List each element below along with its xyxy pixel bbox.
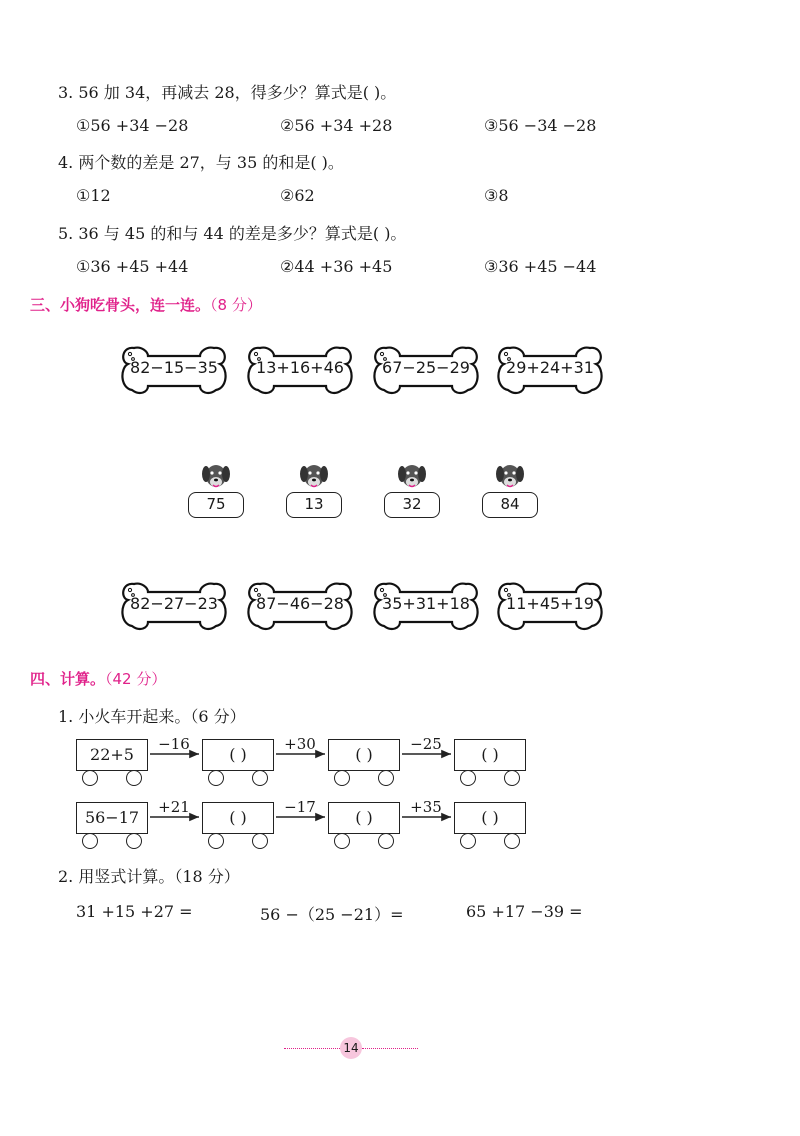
- answer-blank[interactable]: ( ): [202, 739, 274, 771]
- question-3-stem: 3. 56 加 34，再减去 28，得多少？算式是( )。: [58, 83, 397, 102]
- wheel-icon: [334, 770, 350, 786]
- wheel-icon: [460, 833, 476, 849]
- train-2-op-1: +21: [158, 798, 190, 816]
- question-3-option-2: ②56 +34 +28: [280, 116, 393, 135]
- wheel-icon: [460, 770, 476, 786]
- vertical-calc-3: 65 +17 −39 =: [466, 902, 583, 921]
- wheel-icon: [378, 770, 394, 786]
- page-number: 14: [340, 1037, 362, 1059]
- train-2-car-start: [76, 802, 148, 850]
- wheel-icon: [126, 833, 142, 849]
- vertical-calc-1: 31 +15 +27 =: [76, 902, 193, 921]
- train-subtitle: 1. 小火车开起来。（6 分）: [58, 707, 246, 726]
- section-4-points: （42 分）: [105, 670, 167, 688]
- question-5-option-1: ①36 +45 +44: [76, 257, 189, 276]
- wheel-icon: [252, 833, 268, 849]
- wheel-icon: [208, 770, 224, 786]
- train-1-car-2[interactable]: [202, 739, 274, 787]
- train-1-op-3: −25: [410, 735, 442, 753]
- wheel-icon: [82, 770, 98, 786]
- section-4-title: 四、计算。: [30, 670, 106, 688]
- question-4-stem: 4. 两个数的差是 27，与 35 的和是( )。: [58, 153, 344, 172]
- wheel-icon: [504, 770, 520, 786]
- car-label: 56−17: [76, 802, 148, 834]
- wheel-icon: [378, 833, 394, 849]
- question-5-option-2: ②44 +36 +45: [280, 257, 393, 276]
- dog-number-tag: 13: [286, 492, 342, 518]
- bone-expression: 82−27−23: [130, 594, 218, 613]
- train-2-car-4[interactable]: [454, 802, 526, 850]
- train-1-op-2: +30: [284, 735, 316, 753]
- bone-expression: 29+24+31: [506, 358, 594, 377]
- train-1-car-4[interactable]: [454, 739, 526, 787]
- question-3-option-3: ③56 −34 −28: [484, 116, 597, 135]
- answer-blank[interactable]: ( ): [454, 802, 526, 834]
- question-5-stem: 5. 36 与 45 的和与 44 的差是多少？算式是( )。: [58, 224, 407, 243]
- bone-expression: 11+45+19: [506, 594, 594, 613]
- answer-blank[interactable]: ( ): [328, 802, 400, 834]
- wheel-icon: [208, 833, 224, 849]
- answer-blank[interactable]: ( ): [328, 739, 400, 771]
- bone-expression: 82−15−35: [130, 358, 218, 377]
- train-1-op-1: −16: [158, 735, 190, 753]
- answer-blank[interactable]: ( ): [454, 739, 526, 771]
- question-3-option-1: ①56 +34 −28: [76, 116, 189, 135]
- bone-expression: 87−46−28: [256, 594, 344, 613]
- question-4-option-2: ②62: [280, 186, 315, 205]
- train-2-op-2: −17: [284, 798, 316, 816]
- vertical-calc-subtitle: 2. 用竖式计算。（18 分）: [58, 867, 240, 886]
- wheel-icon: [82, 833, 98, 849]
- answer-blank[interactable]: ( ): [202, 802, 274, 834]
- question-4-option-3: ③8: [484, 186, 509, 205]
- car-label: 22+5: [76, 739, 148, 771]
- dog-number-tag: 32: [384, 492, 440, 518]
- bone-expression: 35+31+18: [382, 594, 470, 613]
- section-3-title: 三、小狗吃骨头，连一连。: [30, 296, 211, 314]
- dog-number-tag: 84: [482, 492, 538, 518]
- wheel-icon: [504, 833, 520, 849]
- wheel-icon: [252, 770, 268, 786]
- bone-expression: 13+16+46: [256, 358, 344, 377]
- dog-number-tag: 75: [188, 492, 244, 518]
- train-1-car-3[interactable]: [328, 739, 400, 787]
- footer-divider-right: [362, 1048, 418, 1049]
- train-1-car-start: [76, 739, 148, 787]
- vertical-calc-2: 56 −（25 −21）=: [260, 905, 404, 924]
- train-2-car-2[interactable]: [202, 802, 274, 850]
- wheel-icon: [126, 770, 142, 786]
- wheel-icon: [334, 833, 350, 849]
- question-5-option-3: ③36 +45 −44: [484, 257, 597, 276]
- train-2-car-3[interactable]: [328, 802, 400, 850]
- section-3-points: （8 分）: [210, 296, 262, 314]
- bone-expression: 67−25−29: [382, 358, 470, 377]
- train-2-op-3: +35: [410, 798, 442, 816]
- question-4-option-1: ①12: [76, 186, 111, 205]
- footer-divider-left: [284, 1048, 340, 1049]
